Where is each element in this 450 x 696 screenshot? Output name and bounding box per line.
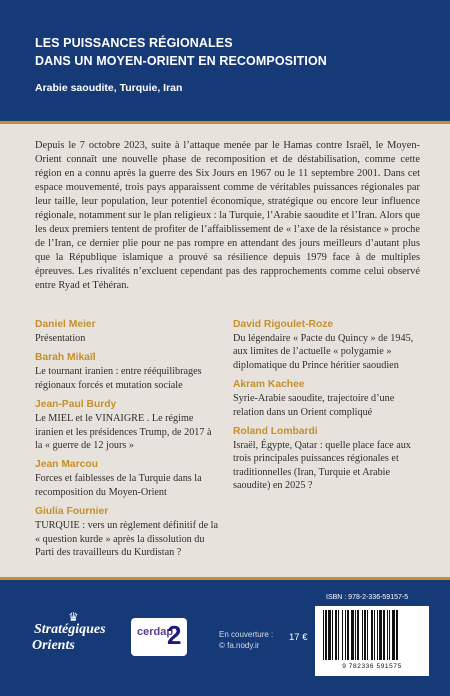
- strategiques-orients-logo: [28, 610, 118, 654]
- book-title-line2: DANS UN MOYEN-ORIENT EN RECOMPOSITION: [35, 54, 327, 68]
- author-entry: [35, 318, 220, 345]
- barcode-bar: [325, 610, 327, 660]
- barcode-bar: [396, 610, 398, 660]
- author-contribution: Du légendaire « Pacte du Quincy » de 1945, aux limites de l’actuelle « polygamie » diplomatique du Prince héritier saoudien: [233, 333, 414, 371]
- author-contribution: Syrie-Arabie saoudite, trajectoire d’une relation dans un Orient compliqué: [233, 393, 395, 418]
- price-label: 17 €: [289, 632, 308, 643]
- barcode-bar: [338, 610, 339, 660]
- author-entry: [233, 318, 423, 372]
- back-cover-blurb: Depuis le 7 octobre 2023, suite à l’attaque menée par le Hamas contre Israël, le Moyen-Orient connaît une nouvelle phase de recomposition et de déstabilisation, comme cette région en a connu après la guerre des Six Jours en 1967 ou le 11 septembre 2001. Dans cet espace mouvementé, trois pays apparaissent comme de véritables puissances régionales par leur taille, leur population, leur potentiel économique, stratégique ou encore leur influence régionale, notamment sur le plan religieux : la Turquie, l’Arabie saoudite et l’Iran. Alors que les deux premiers tentent de profiter de l’affaiblissement de « l’axe de la résistance » proche de l’Iran, ce dernier plie pour ne pas rompre en attendant des jours meilleurs d’autant plus que la République islamique a prouvé sa résilience depuis 1979 face à de multiples épreuves. Les rivalités n’excluent cependant pas des rapprochements comme celui observé entre Ryad et Téhéran.: [35, 140, 420, 292]
- barcode-bar: [379, 610, 382, 660]
- barcode-bar: [374, 610, 375, 660]
- author-name: Roland Lombardi: [233, 426, 318, 438]
- barcode-bar: [342, 610, 343, 660]
- author-name: Daniel Meier: [35, 319, 96, 330]
- barcode: [315, 606, 429, 676]
- barcode-number: 9 782336 591575: [342, 663, 402, 670]
- author-contribution: TURQUIE : vers un règlement définitif de la « question kurde » après la dissolution du Parti des travailleurs du Kurdistan ?: [35, 520, 219, 559]
- logo-line2: Orients: [32, 638, 75, 653]
- author-contribution: Le tournant iranien : entre rééquilibrages régionaux forcés et mutation sociale: [35, 366, 202, 391]
- author-name: Akram Kachee: [233, 379, 305, 391]
- barcode-bar: [389, 610, 390, 660]
- cover-credit: [219, 629, 273, 651]
- author-contribution: Présentation: [35, 333, 86, 344]
- barcode-bar: [335, 610, 337, 660]
- barcode-bar: [351, 610, 354, 660]
- author-entry: [35, 505, 220, 559]
- barcode-bar: [367, 610, 368, 660]
- logo-line1: Stratégiques: [34, 622, 106, 637]
- barcode-bar: [332, 610, 333, 660]
- book-subtitle: Arabie saoudite, Turquie, Iran: [35, 82, 183, 94]
- author-name: Barah Mikaïl: [35, 352, 96, 364]
- author-contribution: Forces et faiblesses de la Turquie dans la recomposition du Moyen-Orient: [35, 473, 202, 498]
- book-title-line1: LES PUISSANCES RÉGIONALES: [35, 36, 233, 50]
- barcode-bar: [323, 610, 324, 660]
- author-entry: [35, 398, 220, 452]
- barcode-bar: [328, 610, 331, 660]
- barcode-bar: [357, 610, 359, 660]
- barcode-bar: [387, 610, 388, 660]
- barcode-bars: [321, 610, 423, 662]
- isbn-text: ISBN : 978-2-336-59157-5: [326, 594, 409, 601]
- barcode-bar: [364, 610, 366, 660]
- barcode-bar: [362, 610, 363, 660]
- author-name: Jean-Paul Burdy: [35, 399, 117, 411]
- cover-credit-label: En couverture :: [219, 630, 274, 639]
- barcode-bar: [347, 610, 349, 660]
- cover-credit-source: © fa.nody.ir: [219, 641, 260, 650]
- author-entry: [35, 351, 220, 392]
- author-name: David Rigoulet-Roze: [233, 319, 334, 330]
- authors-right-column: [233, 318, 423, 499]
- author-name: Giulia Fournier: [35, 506, 109, 518]
- cerdap-number: 2: [167, 620, 182, 650]
- barcode-bar: [345, 610, 346, 660]
- author-entry: [233, 425, 423, 493]
- author-entry: [233, 378, 423, 419]
- cerdap-text: cerdap: [137, 626, 174, 638]
- authors-left-column: [35, 318, 220, 565]
- crown-icon: ♛: [68, 610, 79, 624]
- barcode-bar: [371, 610, 373, 660]
- author-contribution: Le MIEL et le VINAIGRE . Le régime iranien et les présidences Trump, de 2017 à la « guerre de 12 jours »: [35, 413, 212, 452]
- author-contribution: Israël, Égypte, Qatar : quelle place face aux trois principales puissances régionales et traditionnelles (Iran, Turquie et Arabie saoudite) en 2025 ?: [233, 440, 411, 492]
- book-title: [35, 34, 425, 70]
- header-rule: [0, 121, 450, 124]
- author-name: Jean Marcou: [35, 459, 98, 471]
- barcode-bar: [355, 610, 356, 660]
- author-entry: [35, 458, 220, 499]
- barcode-bar: [383, 610, 385, 660]
- barcode-bar: [377, 610, 378, 660]
- cerdap-logo: [131, 618, 187, 656]
- barcode-bar: [392, 610, 395, 660]
